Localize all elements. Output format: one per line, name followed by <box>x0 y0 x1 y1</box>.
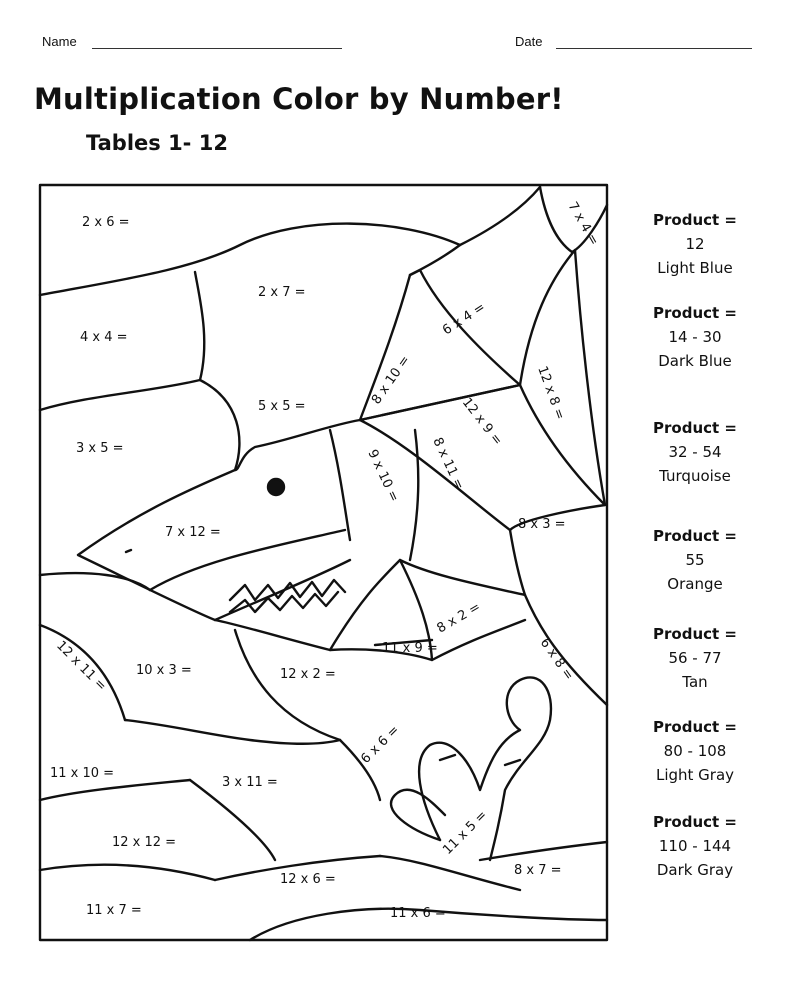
equation-label: 5 x 5 = <box>258 399 306 414</box>
color-key-entry <box>630 524 760 596</box>
color-key-entry <box>630 715 760 787</box>
shark-body <box>360 420 605 530</box>
equation-label: 12 x 6 = <box>280 872 336 887</box>
shark-teeth <box>230 580 345 600</box>
equation-label: 2 x 6 = <box>82 215 130 230</box>
key-product-label: Product = <box>653 625 737 643</box>
key-product-label: Product = <box>653 304 737 322</box>
equation-label: 12 x 2 = <box>280 667 336 682</box>
key-product-label: Product = <box>653 211 737 229</box>
equation-label: 8 x 2 = <box>434 599 484 637</box>
rock-line <box>40 780 190 800</box>
equation-label: 3 x 5 = <box>76 441 124 456</box>
key-product-range: 56 - 77 <box>668 649 722 667</box>
equation-label: 10 x 3 = <box>136 663 192 678</box>
equation-label: 12 x 8 = <box>534 364 568 422</box>
equation-label: 7 x 4 = <box>564 199 602 249</box>
key-color-name: Orange <box>667 575 723 593</box>
key-product-range: 110 - 144 <box>658 837 732 855</box>
key-product-label: Product = <box>653 718 737 736</box>
color-key-entry <box>630 810 760 882</box>
equation-label: 4 x 4 = <box>80 330 128 345</box>
equation-label: 12 x 12 = <box>112 835 177 850</box>
coral <box>505 760 520 765</box>
shark-eye <box>268 479 284 495</box>
key-color-name: Turquoise <box>659 467 731 485</box>
color-key-entry <box>630 208 760 280</box>
page-subtitle: Tables 1- 12 <box>86 131 228 155</box>
picture-frame <box>40 185 607 940</box>
water-region-line <box>235 630 340 740</box>
color-key-entry <box>630 416 760 488</box>
equation-label: 3 x 11 = <box>222 775 278 790</box>
date-label: Date <box>515 34 543 49</box>
equation-label: 6 x 4 = <box>440 299 489 339</box>
equation-label: 11 x 7 = <box>86 903 142 918</box>
key-product-range: 32 - 54 <box>668 443 722 461</box>
equation-label: 8 x 7 = <box>514 863 562 878</box>
water-region-line <box>40 187 540 295</box>
gill-stripe <box>410 430 418 560</box>
key-product-range: 80 - 108 <box>663 742 727 760</box>
shark-nostril <box>126 550 131 552</box>
page-title: Multiplication Color by Number! <box>34 82 564 116</box>
water-region-line <box>525 595 607 705</box>
equation-label: 11 x 10 = <box>50 766 115 781</box>
water-region-line <box>200 380 239 470</box>
equation-label: 6 x 6 = <box>358 722 403 767</box>
key-product-range: 14 - 30 <box>668 328 722 346</box>
key-product-range: 12 <box>685 235 705 253</box>
key-color-name: Tan <box>682 673 708 691</box>
water-region-line <box>40 573 150 590</box>
key-color-name: Dark Blue <box>658 352 732 370</box>
key-product-label: Product = <box>653 419 737 437</box>
tail-fin <box>520 250 605 505</box>
rock-line <box>190 780 275 860</box>
key-color-name: Light Gray <box>655 766 735 784</box>
equation-label: 12 x 11 = <box>53 638 110 695</box>
equation-label: 8 x 10 = <box>368 352 414 408</box>
equation-label: 8 x 11 = <box>429 435 467 493</box>
key-product-label: Product = <box>653 813 737 831</box>
color-key-entry <box>630 301 760 373</box>
key-product-label: Product = <box>653 527 737 545</box>
name-label: Name <box>42 34 77 49</box>
equation-label: 11 x 5 = <box>440 807 491 858</box>
equation-label: 12 x 9 = <box>458 395 506 449</box>
water-region-line <box>40 380 200 410</box>
shark-mouth <box>215 560 350 620</box>
equation-label: 2 x 7 = <box>258 285 306 300</box>
key-product-range: 55 <box>685 551 705 569</box>
gill-stripe <box>330 430 350 540</box>
rock-line <box>380 856 520 890</box>
equation-label: 8 x 3 = <box>518 517 566 532</box>
water-region-line <box>125 720 340 744</box>
key-color-name: Dark Gray <box>656 861 734 879</box>
equation-label: 7 x 12 = <box>165 525 221 540</box>
equation-label: 11 x 9 = <box>382 641 438 656</box>
rock-line <box>40 865 215 880</box>
key-color-name: Light Blue <box>657 259 733 277</box>
shark-body <box>400 530 525 595</box>
color-key-entry <box>630 622 760 694</box>
equation-label: 11 x 6 = <box>390 906 446 921</box>
equation-label: 9 x 10 = <box>364 447 402 505</box>
coral <box>440 755 455 760</box>
coral <box>419 677 551 860</box>
rock-line <box>480 842 607 860</box>
equation-label: 6 x 8 = <box>536 635 577 684</box>
water-region-line <box>195 272 204 380</box>
